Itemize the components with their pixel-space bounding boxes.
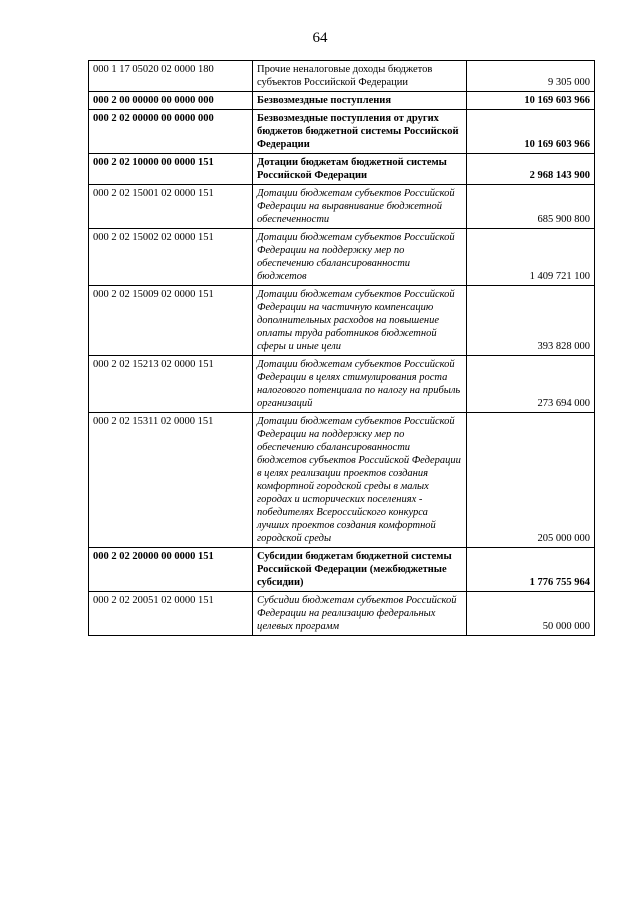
revenue-name-cell: Безвозмездные поступления: [253, 92, 467, 110]
revenue-name-cell: Прочие неналоговые доходы бюджетов субъектов Российской Федерации: [253, 61, 467, 92]
revenue-name-cell: Субсидии бюджетам бюджетной системы Российской Федерации (межбюджетные субсидии): [253, 548, 467, 592]
revenue-name-cell: Дотации бюджетам субъектов Российской Федерации на частичную компенсацию дополнительных расходов на повышение оплаты труда работников бюджетной сферы и иные цели: [253, 286, 467, 356]
budget-code-cell: 000 2 02 20000 00 0000 151: [89, 548, 253, 592]
amount-cell: 1 776 755 964: [467, 548, 595, 592]
revenue-name-cell: Дотации бюджетам субъектов Российской Федерации на поддержку мер по обеспечению сбалансированности бюджетов субъектов Российской Федерации в целях реализации проектов создания комфортной городской среды в малых городах и исторических поселениях - победителях Всероссийского конкурса лучших проектов создания комфортной городской среды: [253, 413, 467, 548]
budget-code-cell: 000 2 02 00000 00 0000 000: [89, 110, 253, 154]
amount-cell: 1 409 721 100: [467, 229, 595, 286]
revenue-name-cell: Дотации бюджетам бюджетной системы Российской Федерации: [253, 154, 467, 185]
revenue-table-body: [89, 61, 595, 636]
amount-cell: 685 900 800: [467, 185, 595, 229]
table-row: [89, 154, 595, 185]
revenue-table: [88, 60, 595, 636]
amount-cell: 273 694 000: [467, 356, 595, 413]
revenue-name-cell: Дотации бюджетам субъектов Российской Федерации на выравнивание бюджетной обеспеченности: [253, 185, 467, 229]
revenue-name-cell: Безвозмездные поступления от других бюджетов бюджетной системы Российской Федерации: [253, 110, 467, 154]
table-row: [89, 356, 595, 413]
budget-code-cell: 000 1 17 05020 02 0000 180: [89, 61, 253, 92]
budget-code-cell: 000 2 02 15002 02 0000 151: [89, 229, 253, 286]
amount-cell: 393 828 000: [467, 286, 595, 356]
amount-cell: 9 305 000: [467, 61, 595, 92]
budget-code-cell: 000 2 02 20051 02 0000 151: [89, 592, 253, 636]
budget-code-cell: 000 2 02 15311 02 0000 151: [89, 413, 253, 548]
table-row: [89, 229, 595, 286]
amount-cell: 50 000 000: [467, 592, 595, 636]
revenue-name-cell: Субсидии бюджетам субъектов Российской Федерации на реализацию федеральных целевых программ: [253, 592, 467, 636]
revenue-name-cell: Дотации бюджетам субъектов Российской Федерации в целях стимулирования роста налогового потенциала по налогу на прибыль организаций: [253, 356, 467, 413]
amount-cell: 10 169 603 966: [467, 92, 595, 110]
table-row: [89, 592, 595, 636]
table-row: [89, 548, 595, 592]
table-row: [89, 185, 595, 229]
amount-cell: 10 169 603 966: [467, 110, 595, 154]
amount-cell: 2 968 143 900: [467, 154, 595, 185]
budget-code-cell: 000 2 02 15213 02 0000 151: [89, 356, 253, 413]
revenue-name-cell: Дотации бюджетам субъектов Российской Федерации на поддержку мер по обеспечению сбалансированности бюджетов: [253, 229, 467, 286]
table-row: [89, 413, 595, 548]
page-number: 64: [312, 30, 328, 46]
amount-cell: 205 000 000: [467, 413, 595, 548]
table-row: [89, 92, 595, 110]
table-row: [89, 286, 595, 356]
table-row: [89, 61, 595, 92]
budget-code-cell: 000 2 02 15001 02 0000 151: [89, 185, 253, 229]
budget-code-cell: 000 2 02 15009 02 0000 151: [89, 286, 253, 356]
table-row: [89, 110, 595, 154]
budget-code-cell: 000 2 02 10000 00 0000 151: [89, 154, 253, 185]
budget-code-cell: 000 2 00 00000 00 0000 000: [89, 92, 253, 110]
